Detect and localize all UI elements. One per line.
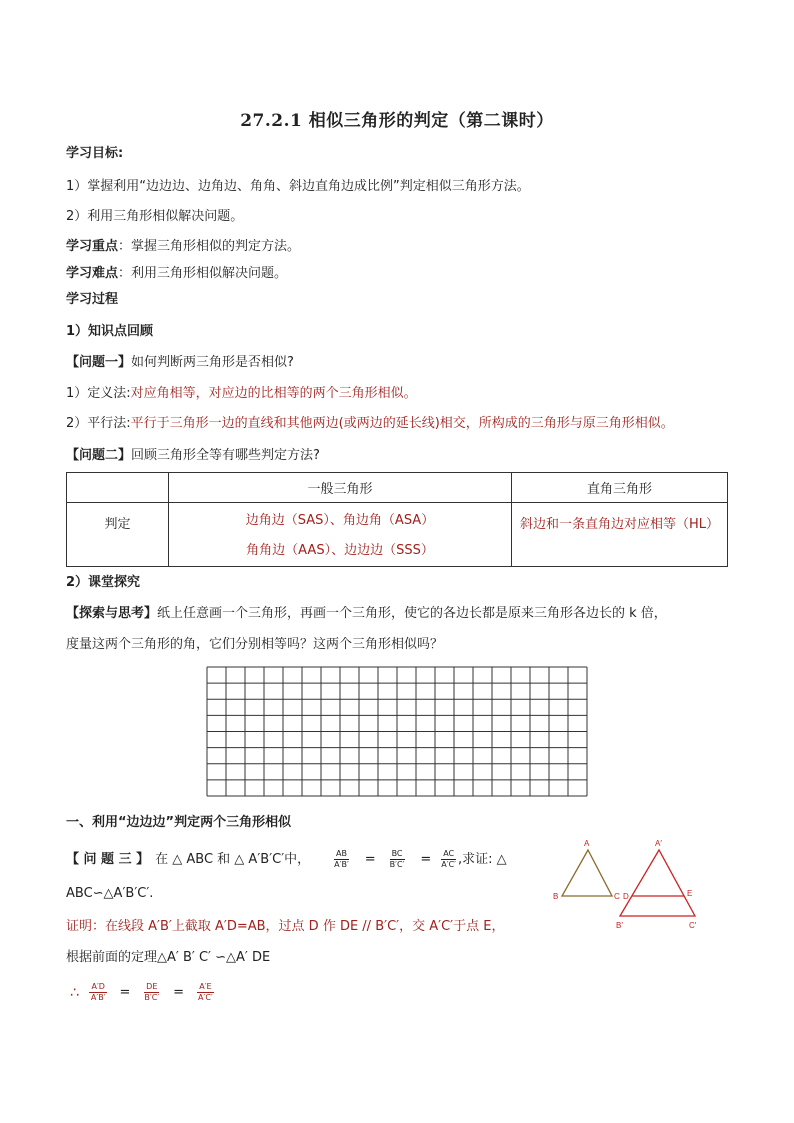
label-e: E: [687, 889, 693, 898]
objective-item-1: 1）掌握利用“边边边、边角边、角角、斜边直角边成比例”判定相似三角形方法。: [66, 179, 530, 194]
process-heading: 学习过程: [66, 292, 119, 307]
question-one-text: 如何判断两三角形是否相似?: [131, 355, 294, 370]
question-two-tag: 【问题二】: [66, 448, 132, 463]
triangle-figure: [548, 836, 718, 936]
key-point-text: ：掌握三角形相似的判定方法。: [118, 239, 301, 254]
proof-ratio-2: [142, 982, 161, 1003]
question-three-line2: ABC∽△A′B′C′.: [66, 886, 154, 901]
table-corner: [67, 473, 169, 503]
question-two-text: 回顾三角形全等有哪些判定方法?: [131, 448, 320, 463]
proof-ratio-3: [196, 982, 215, 1003]
difficulty-label: 学习难点: [66, 266, 119, 281]
label-a-prime: A′: [655, 839, 662, 848]
grid-paper: [206, 666, 588, 797]
parallel-method: [66, 416, 674, 432]
proof-ratio-3-den: A′C′: [198, 993, 213, 1002]
general-criteria: [169, 503, 512, 567]
therefore-symbol: ∴: [70, 984, 79, 1001]
proof-line1: 证明：在线段 A′B′上截取 A′D=AB，过点 D 作 DE // B′C′，交 A′C′于点 E，: [66, 919, 505, 934]
proof-ratio-1: [89, 982, 108, 1003]
proof-ratio-1-num: A′D: [91, 982, 105, 991]
ratio-ab-num: AB: [335, 849, 347, 858]
proof-ratio-2-den: B′C′: [144, 993, 160, 1002]
explore-heading: 2）课堂探究: [66, 575, 141, 590]
question-three-text-b: ,求证: △: [458, 851, 507, 867]
equals-2: =: [420, 851, 432, 867]
proof-line2: 根据前面的定理△A′ B′ C′ ∽△A′ DE: [66, 950, 271, 965]
triangle-abc: [562, 850, 612, 896]
definition-text: 对应角相等，对应边的比相等的两个三角形相似。: [130, 386, 417, 401]
explore-text1: 纸上任意画一个三角形，再画一个三角形，使它的各边长都是原来三角形各边长的 k 倍，: [157, 606, 667, 621]
question-three-text: 在 △ ABC 和 △ A′B′C′中，: [155, 851, 311, 867]
key-point-label: 学习重点: [66, 239, 119, 254]
proof-ratio-1-den: A′B′: [90, 993, 106, 1002]
equals-1: =: [364, 851, 376, 867]
question-three-tag: 【 问 题 三 】: [66, 851, 150, 867]
general-criteria-line1: 边角边（SAS）、角边角（ASA）: [245, 513, 435, 528]
proof-equals-2: =: [173, 984, 185, 1000]
parallel-label: 2）平行法:: [66, 416, 131, 431]
question-one: [66, 355, 294, 371]
review-heading: 1）知识点回顾: [66, 324, 154, 339]
question-one-tag: 【问题一】: [66, 355, 132, 370]
label-c-prime: C′: [689, 921, 697, 930]
difficulty: [66, 266, 287, 282]
general-criteria-line2: 角角边（AAS）、边边边（SSS）: [246, 543, 434, 558]
right-criteria: 斜边和一条直角边对应相等（HL）: [512, 503, 728, 567]
congruence-table: [66, 472, 728, 567]
definition-label: 1）定义法:: [66, 386, 131, 401]
question-three-line1: [66, 849, 507, 870]
ratio-ac: [439, 849, 458, 870]
header-right: 直角三角形: [512, 473, 728, 503]
objectives-heading: 学习目标:: [66, 146, 124, 161]
row-label: 判定: [67, 503, 169, 567]
page-title: 27.2.1 相似三角形的判定（第二课时）: [240, 111, 554, 131]
explore-tag: 【探索与思考】: [66, 606, 158, 621]
ratio-ac-den: A′C′: [441, 860, 456, 869]
ratio-bc-den: B′C′: [389, 860, 405, 869]
label-b-prime: B′: [616, 921, 623, 930]
ratio-bc-num: BC: [391, 849, 403, 858]
ratio-ab-den: A′B′: [334, 860, 349, 869]
label-d: D: [623, 892, 629, 901]
section-one-heading: 一、利用“边边边”判定两个三角形相似: [66, 815, 292, 830]
proof-equals-1: =: [119, 984, 131, 1000]
ratio-ac-num: AC: [443, 849, 455, 858]
difficulty-text: ：利用三角形相似解决问题。: [118, 266, 288, 281]
explore-line2: 度量这两个三角形的角，它们分别相等吗？这两个三角形相似吗？: [66, 637, 444, 652]
triangle-apbpcp: [620, 850, 695, 916]
proof-line3: [70, 982, 215, 1003]
ratio-ab: [332, 849, 351, 870]
header-general: 一般三角形: [169, 473, 512, 503]
label-a: A: [584, 839, 590, 848]
question-two: [66, 448, 320, 464]
proof-ratio-2-num: DE: [146, 982, 158, 991]
label-b: B: [553, 892, 559, 901]
parallel-text: 平行于三角形一边的直线和其他两边(或两边的延长线)相交，所构成的三角形与原三角形相似。: [130, 416, 674, 431]
definition-method: [66, 386, 417, 402]
proof-ratio-3-num: A′E: [199, 982, 212, 991]
explore-line1: [66, 606, 667, 622]
objective-item-2: 2）利用三角形相似解决问题。: [66, 209, 244, 224]
key-point: [66, 239, 300, 255]
label-c: C: [614, 892, 620, 901]
ratio-bc: [388, 849, 407, 870]
